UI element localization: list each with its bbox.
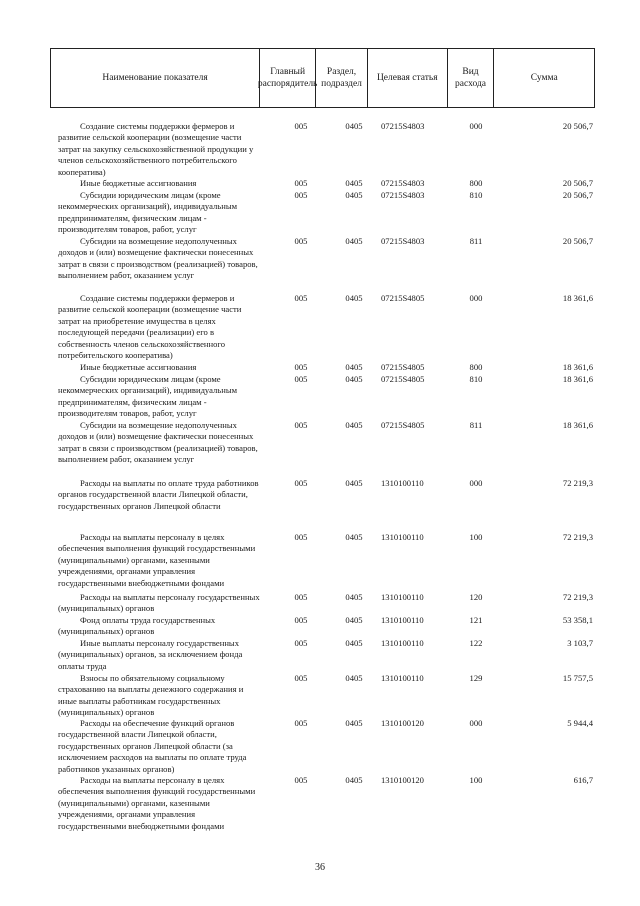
row-name: Расходы на выплаты персоналу в целях обеспечения выполнения функций государственными (муниципальными) органами, казенными учреждениями, органами управления государственными внебюджетными фондами <box>58 532 256 588</box>
row-vid: 800 <box>469 178 483 188</box>
row-razdel: 0405 <box>345 362 363 372</box>
row-vid: 100 <box>469 532 483 542</box>
row-vid: 129 <box>469 673 483 683</box>
row-cs: 07215S4805 <box>381 362 425 372</box>
row-vid: 810 <box>469 190 483 200</box>
row-name: Создание системы поддержки фермеров и развитие сельской кооперации (возмещение части затрат на приобретение имущества в целях последующей передачи (реализации) его в собственность членов сельскохозяйственного потребительского кооператива) <box>58 293 242 361</box>
row-name: Взносы по обязательному социальному страхованию на выплаты денежного содержания и иные выплаты работникам государственных (муниципальных) органов <box>58 673 244 718</box>
row-cs: 1310100120 <box>381 775 424 785</box>
row-vid: 810 <box>469 374 483 384</box>
row-glav: 005 <box>294 615 308 625</box>
row-cs: 07215S4805 <box>381 293 425 303</box>
row-name: Фонд оплаты труда государственных (муниципальных) органов <box>58 615 216 637</box>
row-glav: 005 <box>294 420 308 430</box>
row-cs: 07215S4803 <box>381 190 425 200</box>
row-name: Иные выплаты персоналу государственных (муниципальных) органов, за исключением фонда оплаты труда <box>58 638 243 671</box>
row-sum: 5 944,4 <box>567 718 593 728</box>
row-razdel: 0405 <box>345 615 363 625</box>
row-cs: 1310100120 <box>381 718 424 728</box>
row-name: Расходы на обеспечение функций органов государственной власти Липецкой области, государственных органов Липецкой области (за исключением расходов на выплаты по оплате труда работников указанных органов) <box>58 718 247 774</box>
row-cs: 07215S4803 <box>381 178 425 188</box>
row-sum: 18 361,6 <box>562 293 593 303</box>
header-razdel: Раздел, подраздел <box>316 49 368 107</box>
row-vid: 122 <box>469 638 483 648</box>
row-glav: 005 <box>294 178 308 188</box>
row-name: Расходы на выплаты персоналу государственных (муниципальных) органов <box>58 592 260 614</box>
row-sum: 20 506,7 <box>562 121 593 131</box>
row-sum: 18 361,6 <box>562 420 593 430</box>
row-razdel: 0405 <box>345 718 363 728</box>
row-glav: 005 <box>294 190 308 200</box>
row-razdel: 0405 <box>345 532 363 542</box>
row-sum: 3 103,7 <box>567 638 593 648</box>
row-vid: 120 <box>469 592 483 602</box>
row-vid: 000 <box>469 121 483 131</box>
row-razdel: 0405 <box>345 190 363 200</box>
row-sum: 53 358,1 <box>562 615 593 625</box>
row-vid: 000 <box>469 718 483 728</box>
row-name: Создание системы поддержки фермеров и развитие сельской кооперации (возмещение части затрат на закупку сельскохозяйственной продукции у членов сельскохозяйственного потребительского кооператива) <box>58 121 254 177</box>
row-razdel: 0405 <box>345 673 363 683</box>
row-name: Субсидии юридическим лицам (кроме некоммерческих организаций), индивидуальным предпринимателям, физическим лицам - производителям товаров, работ, услуг <box>58 374 238 419</box>
row-glav: 005 <box>294 592 308 602</box>
row-glav: 005 <box>294 718 308 728</box>
row-razdel: 0405 <box>345 374 363 384</box>
row-razdel: 0405 <box>345 178 363 188</box>
row-vid: 800 <box>469 362 483 372</box>
row-sum: 616,7 <box>573 775 593 785</box>
row-razdel: 0405 <box>345 121 363 131</box>
row-sum: 72 219,3 <box>562 532 593 542</box>
table-header <box>50 48 595 108</box>
row-cs: 1310100110 <box>381 638 424 648</box>
row-sum: 72 219,3 <box>562 478 593 488</box>
row-sum: 20 506,7 <box>562 236 593 246</box>
row-glav: 005 <box>294 775 308 785</box>
row-razdel: 0405 <box>345 293 363 303</box>
row-name: Расходы на выплаты по оплате труда работников органов государственной власти Липецкой области, государственных органов Липецкой области <box>58 478 259 511</box>
row-name: Субсидии на возмещение недополученных доходов и (или) возмещение фактически понесенных затрат в связи с производством (реализацией) товаров, выполнением работ, оказанием услуг <box>58 420 258 465</box>
row-cs: 07215S4803 <box>381 121 425 131</box>
row-vid: 811 <box>469 236 483 246</box>
row-name: Расходы на выплаты персоналу в целях обеспечения выполнения функций государственными (муниципальными) органами, казенными учреждениями, органами управления государственными внебюджетными фондами <box>58 775 256 831</box>
row-name: Субсидии на возмещение недополученных доходов и (или) возмещение фактически понесенных затрат в связи с производством (реализацией) товаров, выполнением работ, оказанием услуг <box>58 236 258 281</box>
row-cs: 07215S4805 <box>381 420 425 430</box>
row-sum: 20 506,7 <box>562 190 593 200</box>
header-vid: Вид расхода <box>448 49 495 107</box>
header-name: Наименование показателя <box>51 49 260 107</box>
row-razdel: 0405 <box>345 420 363 430</box>
row-sum: 18 361,6 <box>562 362 593 372</box>
row-cs: 1310100110 <box>381 478 424 488</box>
header-cs: Целевая статья <box>368 49 448 107</box>
page-number: 36 <box>315 862 325 873</box>
row-vid: 100 <box>469 775 483 785</box>
row-name: Иные бюджетные ассигнования <box>80 178 197 188</box>
row-glav: 005 <box>294 362 308 372</box>
row-vid: 000 <box>469 293 483 303</box>
row-name: Субсидии юридическим лицам (кроме некоммерческих организаций), индивидуальным предпринимателям, физическим лицам - производителям товаров, работ, услуг <box>58 190 238 235</box>
row-razdel: 0405 <box>345 478 363 488</box>
header-summa: Сумма <box>530 73 558 83</box>
row-sum: 18 361,6 <box>562 374 593 384</box>
row-razdel: 0405 <box>345 236 363 246</box>
row-vid: 811 <box>469 420 483 430</box>
row-glav: 005 <box>294 638 308 648</box>
row-vid: 121 <box>469 615 483 625</box>
row-glav: 005 <box>294 478 308 488</box>
row-cs: 07215S4803 <box>381 236 425 246</box>
row-cs: 1310100110 <box>381 532 424 542</box>
row-glav: 005 <box>294 374 308 384</box>
row-sum: 72 219,3 <box>562 592 593 602</box>
row-glav: 005 <box>294 236 308 246</box>
row-razdel: 0405 <box>345 775 363 785</box>
row-cs: 1310100110 <box>381 592 424 602</box>
row-vid: 000 <box>469 478 483 488</box>
row-sum: 20 506,7 <box>562 178 593 188</box>
row-sum: 15 757,5 <box>562 673 593 683</box>
row-glav: 005 <box>294 673 308 683</box>
row-cs: 1310100110 <box>381 673 424 683</box>
header-glav: Главный распорядитель <box>260 49 316 107</box>
row-cs: 07215S4805 <box>381 374 425 384</box>
row-glav: 005 <box>294 293 308 303</box>
row-glav: 005 <box>294 532 308 542</box>
row-glav: 005 <box>294 121 308 131</box>
row-razdel: 0405 <box>345 592 363 602</box>
row-cs: 1310100110 <box>381 615 424 625</box>
row-razdel: 0405 <box>345 638 363 648</box>
row-name: Иные бюджетные ассигнования <box>80 362 197 372</box>
